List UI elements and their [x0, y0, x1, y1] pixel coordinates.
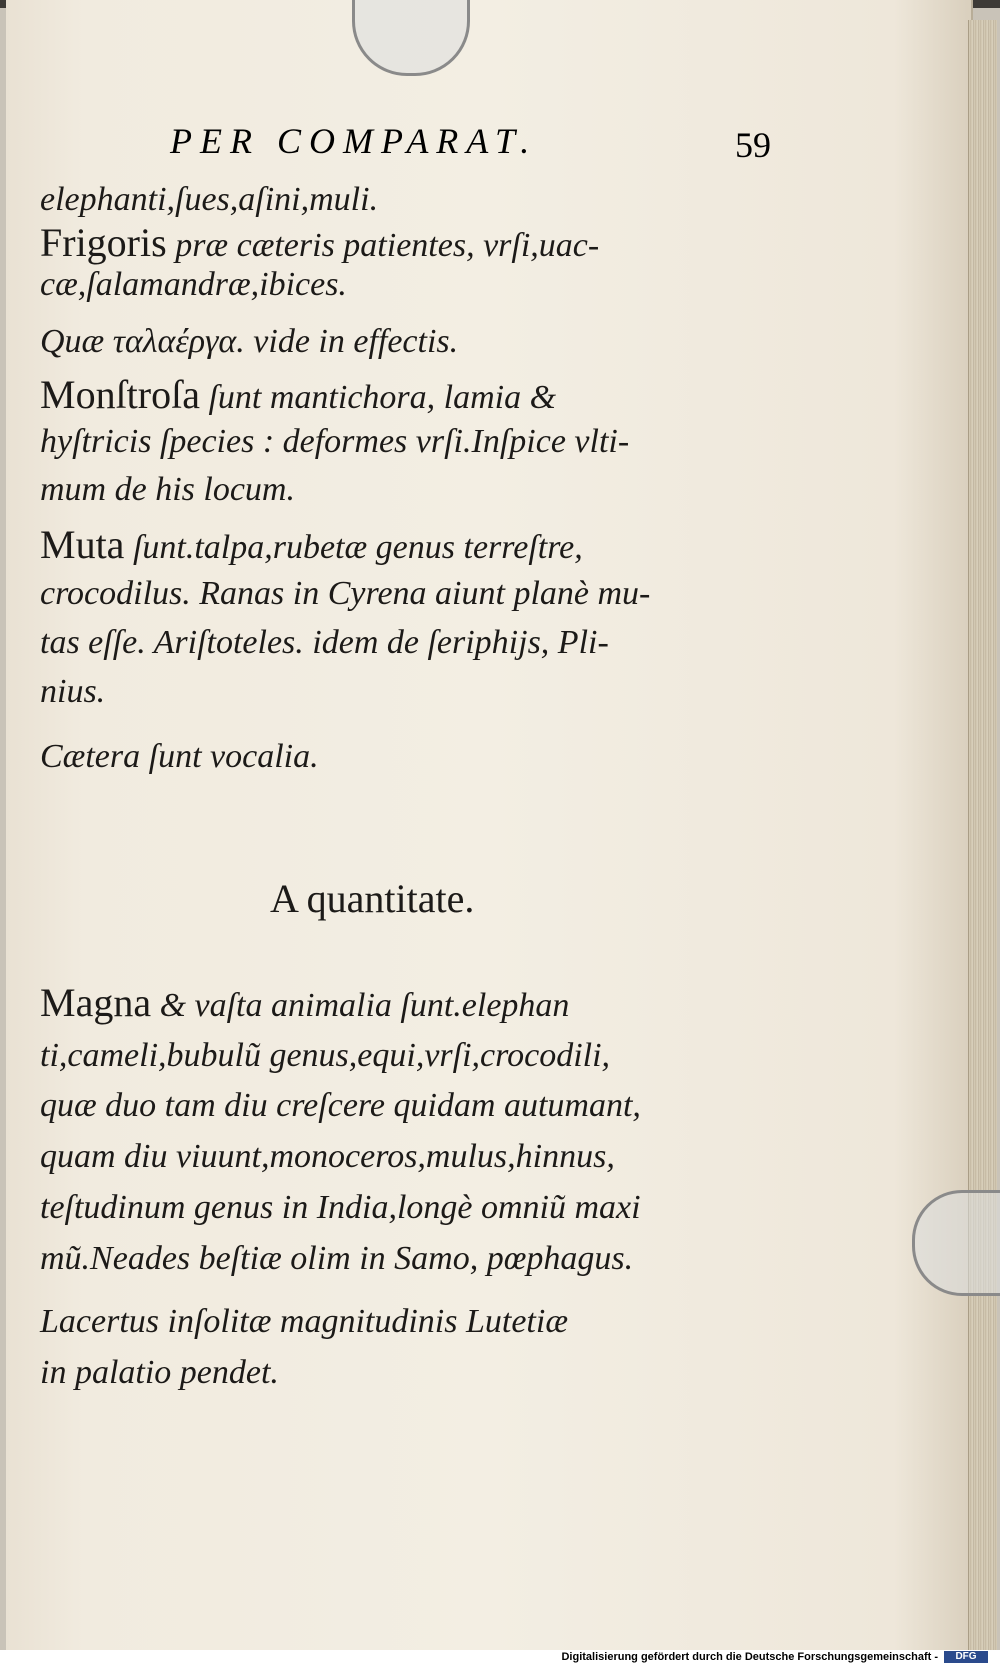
- roman-initial-word: Magna: [40, 980, 152, 1025]
- text-line: quæ duo tam diu creſcere quidam autumant,: [40, 1087, 641, 1124]
- dfg-logo: DFG: [944, 1651, 988, 1663]
- text-line: Monſtroſa ſunt mantichora, lamia &: [40, 372, 557, 417]
- text-line: elephanti,ſues,aſini,muli.: [40, 181, 379, 218]
- footer-bar: [0, 1650, 1000, 1664]
- running-title: PER COMPARAT.: [170, 121, 538, 161]
- text-line: Magna & vaſta animalia ſunt.elephan: [40, 980, 570, 1025]
- plastic-clip-right: [912, 1190, 1000, 1296]
- text-line: teſtudinum genus in India,longè omniũ maxi: [40, 1189, 641, 1226]
- page-edges: [968, 20, 997, 1650]
- text-line: Frigoris præ cæteris patientes, vrſi,uac-: [40, 220, 600, 265]
- roman-initial-word: Monſtroſa: [40, 372, 200, 417]
- text-line: cæ,ſalamandræ,ibices.: [40, 266, 347, 303]
- text-line: mum de his locum.: [40, 471, 295, 508]
- footer-credit: Digitalisierung gefördert durch die Deutsche Forschungsgemeinschaft -: [561, 1651, 938, 1663]
- text-line: ti,cameli,bubulũ genus,equi,vrſi,crocodili,: [40, 1037, 611, 1074]
- text-line: mũ.Neades beſtiæ olim in Samo, pœphagus.: [40, 1240, 634, 1277]
- text-line: Cætera ſunt vocalia.: [40, 738, 319, 775]
- page-number: 59: [735, 125, 771, 165]
- text-line: quam diu viuunt,monoceros,mulus,hinnus,: [40, 1138, 615, 1175]
- text-line: Lacertus inſolitæ magnitudinis Lutetiæ: [40, 1303, 568, 1340]
- text-line: nius.: [40, 673, 106, 710]
- text-line: Muta ſunt.talpa,rubetæ genus terreſtre,: [40, 522, 583, 567]
- text-line: crocodilus. Ranas in Cyrena aiunt planè mu-: [40, 575, 651, 612]
- text-line: tas eſſe. Ariſtoteles. idem de ſeriphijs, Pli-: [40, 624, 609, 661]
- text-line: Quæ ταλαέργα. vide in effectis.: [40, 323, 459, 360]
- running-head: [130, 120, 770, 170]
- roman-initial-word: Frigoris: [40, 220, 167, 265]
- roman-initial-word: Muta: [40, 522, 125, 567]
- text-line: hyſtricis ſpecies : deformes vrſi.Inſpice vlti-: [40, 423, 630, 460]
- section-heading: A quantitate.: [270, 876, 475, 921]
- text-line: in palatio pendet.: [40, 1354, 279, 1391]
